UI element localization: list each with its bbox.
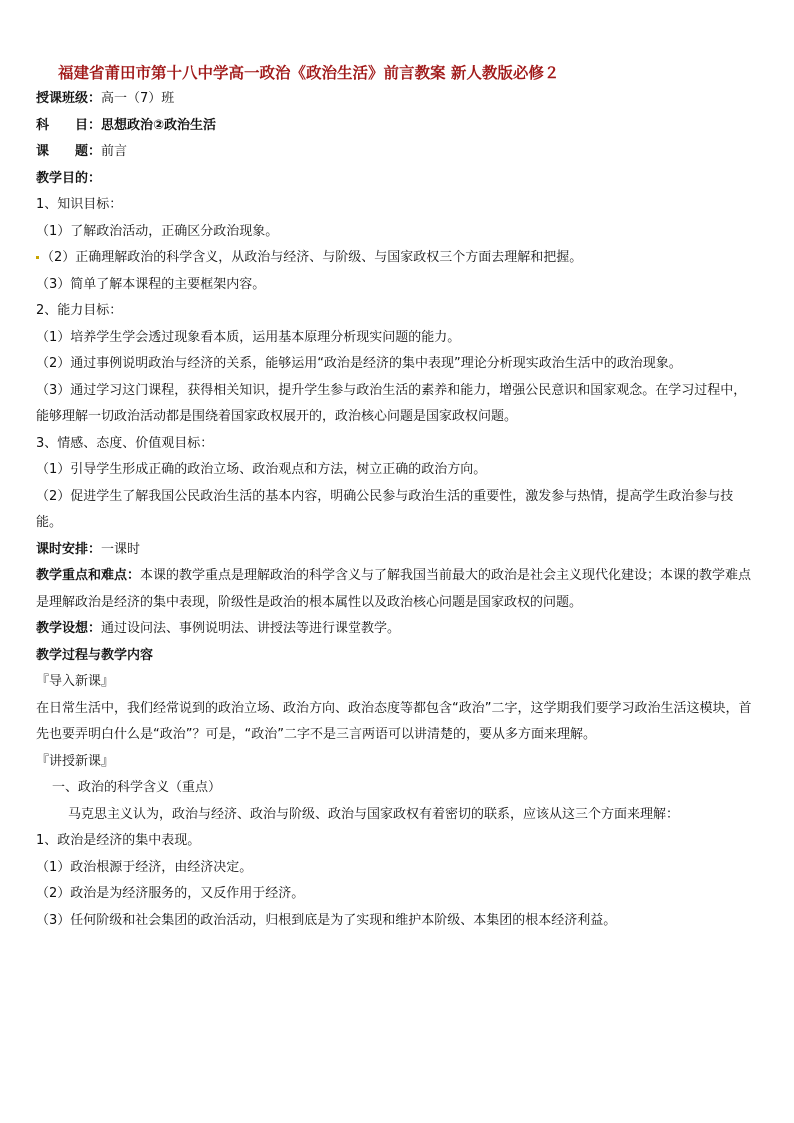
class-label: 授课班级： xyxy=(36,91,102,106)
subject-value: 思想政治②政治生活 xyxy=(101,117,217,133)
lecture-heading: 『讲授新课』 xyxy=(36,753,115,769)
knowledge-item xyxy=(36,245,758,272)
topic-line xyxy=(36,139,758,166)
section1-heading: 一、政治的科学含义（重点） xyxy=(52,780,222,795)
document-page xyxy=(36,60,758,934)
intro-paragraph: 在日常生活中，我们经常说到的政治立场、政治方向、政治态度等都包含“政治”二字，这学期我们要学习政治生活这模块，首先也要弄明白什么是“政治”？可是，“政治”二字不是三言两语可以讲清楚的，要从多方面来理解。 xyxy=(36,700,752,742)
document-title: 福建省莆田市第十八中学高一政治《政治生活》前言教案 新人教版必修２ xyxy=(58,63,560,82)
knowledge-heading: 1、知识目标： xyxy=(36,197,123,212)
bullet-mark xyxy=(36,256,39,259)
schedule-value: 一课时 xyxy=(101,541,141,557)
ability-heading: 2、能力目标： xyxy=(36,303,123,318)
knowledge-item-text: （2）正确理解政治的科学含义，从政治与经济、与阶级、与国家政权三个方面去理解和把握。 xyxy=(41,250,583,265)
point1-item: （1）政治根源于经济，由经济决定。 xyxy=(36,859,253,875)
emotion-item: （2）促进学生了解我国公民政治生活的基本内容，明确公民参与政治生活的重要性，激发参与热情，提高学生政治参与技能。 xyxy=(36,488,734,530)
schedule-line xyxy=(36,537,758,564)
subject-line xyxy=(36,113,758,140)
emotion-heading: 3、情感、态度、价值观目标： xyxy=(36,435,214,451)
ability-item: （3）通过学习这门课程，获得相关知识，提升学生参与政治生活的素养和能力，增强公民意识和国家观念。在学习过程中，能够理解一切政治活动都是围绕着国家政权展开的，政治核心问题是国家政权问题。 xyxy=(36,382,747,424)
topic-value: 前言 xyxy=(101,144,128,159)
design-value: 通过设问法、事例说明法、讲授法等进行课堂教学。 xyxy=(101,621,401,636)
design-line xyxy=(36,616,758,643)
keypoints-label: 教学重点和难点： xyxy=(36,568,141,583)
topic-label: 课 题： xyxy=(36,144,102,159)
knowledge-item: （3）简单了解本课程的主要框架内容。 xyxy=(36,276,266,292)
ability-item: （2）通过事例说明政治与经济的关系，能够运用“政治是经济的集中表现”理论分析现实政治生活中的政治现象。 xyxy=(36,356,682,371)
section1-paragraph: 马克思主义认为，政治与经济、政治与阶级、政治与国家政权有着密切的联系，应该从这三个方面来理解： xyxy=(68,806,680,822)
emotion-item: （1）引导学生形成正确的政治立场、政治观点和方法，树立正确的政治方向。 xyxy=(36,462,487,477)
design-label: 教学设想： xyxy=(36,621,102,636)
process-heading: 教学过程与教学内容 xyxy=(36,647,154,663)
keypoints-value: 本课的教学重点是理解政治的科学含义与了解我国当前最大的政治是社会主义现代化建设；本课的教学难点是理解政治是经济的集中表现，阶级性是政治的根本属性以及政治核心问题是国家政权的问题。 xyxy=(36,568,752,610)
point1-item: （3）任何阶级和社会集团的政治活动，归根到底是为了实现和维护本阶级、本集团的根本经济利益。 xyxy=(36,912,617,928)
subject-label: 科 目： xyxy=(36,117,102,133)
ability-item: （1）培养学生学会透过现象看本质，运用基本原理分析现实问题的能力。 xyxy=(36,329,461,345)
class-value: 高一（7）班 xyxy=(101,91,175,106)
keypoints-paragraph xyxy=(36,563,758,616)
schedule-label: 课时安排： xyxy=(36,541,102,557)
intro-heading: 『导入新课』 xyxy=(36,674,115,689)
point1-heading: 1、政治是经济的集中表现。 xyxy=(36,833,201,848)
point1-item: （2）政治是为经济服务的，又反作用于经济。 xyxy=(36,886,305,901)
goals-heading: 教学目的： xyxy=(36,170,102,186)
class-line xyxy=(36,86,758,113)
knowledge-item: （1）了解政治活动，正确区分政治现象。 xyxy=(36,223,279,239)
